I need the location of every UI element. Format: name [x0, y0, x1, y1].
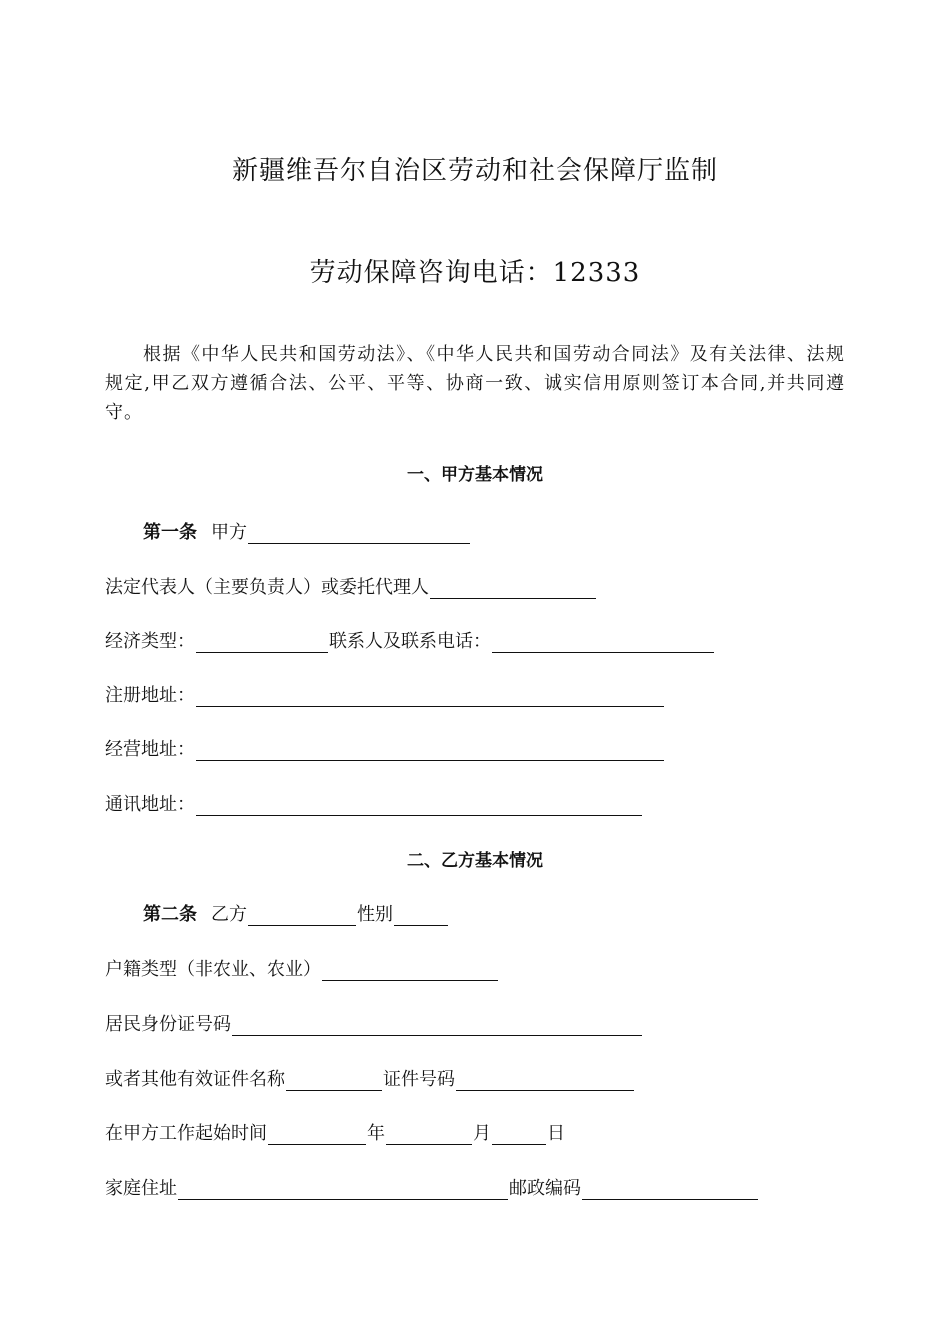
gender-blank[interactable] [394, 905, 448, 926]
reg-addr-blank[interactable] [196, 686, 664, 707]
cert-number-blank[interactable] [456, 1070, 634, 1091]
econ-type-label: 经济类型： [105, 631, 195, 652]
biz-addr-row [105, 735, 665, 761]
hukou-row [105, 955, 499, 981]
party-a-blank[interactable] [248, 523, 470, 544]
hukou-blank[interactable] [322, 960, 498, 981]
reg-addr-row [105, 681, 665, 707]
cert-number-label: 证件号码 [383, 1069, 455, 1090]
id-number-row [105, 1010, 643, 1036]
article1-row [143, 518, 471, 544]
party-b-label: 乙方 [211, 904, 247, 925]
month-label: 月 [473, 1123, 491, 1144]
mail-addr-blank[interactable] [196, 795, 642, 816]
reg-addr-label: 注册地址： [105, 685, 195, 706]
postcode-blank[interactable] [582, 1179, 758, 1200]
gender-label: 性别 [357, 904, 393, 925]
section2-heading: 二、乙方基本情况 [407, 851, 543, 871]
home-addr-row [105, 1174, 759, 1200]
year-label: 年 [367, 1123, 385, 1144]
id-number-blank[interactable] [232, 1015, 642, 1036]
hukou-label: 户籍类型（非农业、农业） [105, 959, 321, 980]
legal-rep-blank[interactable] [430, 578, 596, 599]
postcode-label: 邮政编码 [509, 1178, 581, 1199]
start-year-blank[interactable] [268, 1124, 366, 1145]
article2-label: 第二条 [143, 904, 197, 925]
party-a-label: 甲方 [211, 522, 247, 543]
hotline-title: 劳动保障咨询电话：12333 [309, 258, 641, 288]
mail-addr-row [105, 790, 643, 816]
contact-blank[interactable] [492, 632, 714, 653]
start-month-blank[interactable] [386, 1124, 472, 1145]
other-cert-blank[interactable] [286, 1070, 382, 1091]
legal-rep-row [105, 573, 597, 599]
home-addr-blank[interactable] [178, 1179, 508, 1200]
biz-addr-label: 经营地址： [105, 739, 195, 760]
start-time-row [105, 1119, 565, 1145]
contact-label: 联系人及联系电话： [329, 631, 491, 652]
legal-rep-label: 法定代表人（主要负责人）或委托代理人 [105, 577, 429, 598]
id-number-label: 居民身份证号码 [105, 1014, 231, 1035]
preamble-paragraph: 根据《中华人民共和国劳动法》、《中华人民共和国劳动合同法》及有关法律、法规规定,甲乙双方遵循合法、公平、平等、协商一致、诚实信用原则签订本合同,并共同遵守。 [105, 344, 845, 423]
section1-heading: 一、甲方基本情况 [407, 465, 543, 485]
mail-addr-label: 通讯地址： [105, 794, 195, 815]
issuer-title: 新疆维吾尔自治区劳动和社会保障厅监制 [231, 156, 718, 186]
other-cert-label: 或者其他有效证件名称 [105, 1069, 285, 1090]
article1-label: 第一条 [143, 522, 197, 543]
start-day-blank[interactable] [492, 1124, 546, 1145]
start-time-label: 在甲方工作起始时间 [105, 1123, 267, 1144]
day-label: 日 [547, 1123, 565, 1144]
other-cert-row [105, 1065, 635, 1091]
article2-row [143, 900, 449, 926]
econ-type-row [105, 627, 715, 653]
home-addr-label: 家庭住址 [105, 1178, 177, 1199]
party-b-blank[interactable] [248, 905, 356, 926]
biz-addr-blank[interactable] [196, 740, 664, 761]
econ-type-blank[interactable] [196, 632, 328, 653]
